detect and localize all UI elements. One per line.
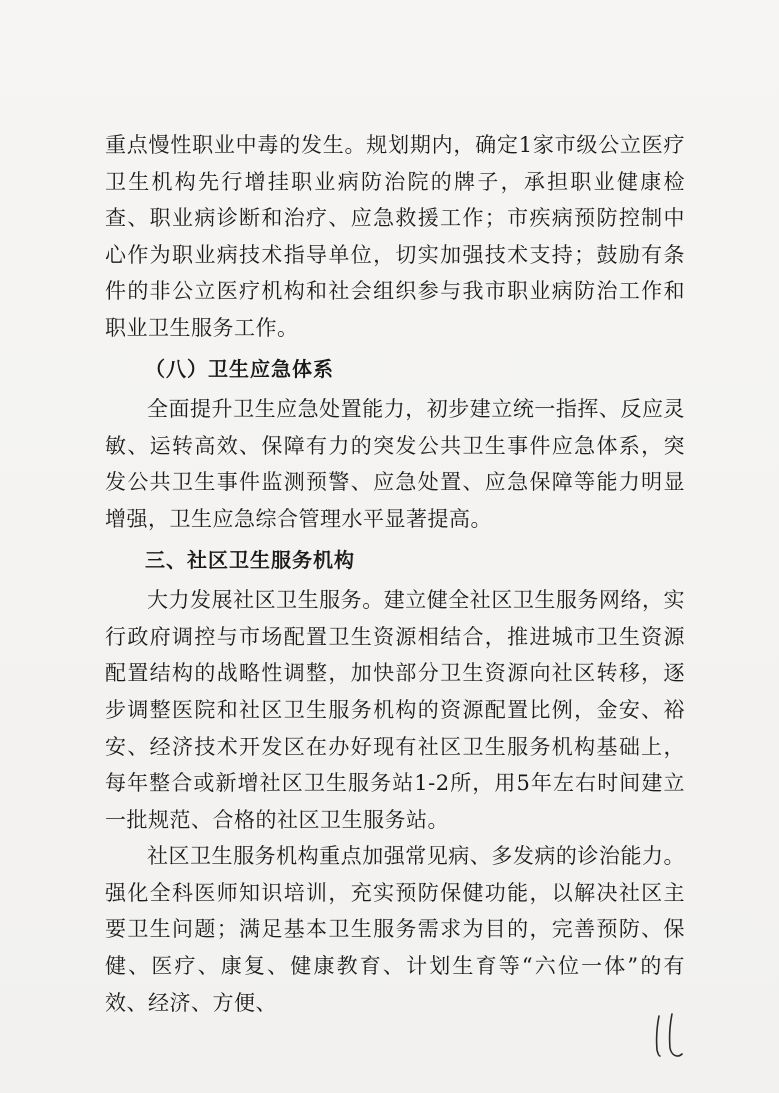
handwritten-page-number	[651, 1012, 685, 1058]
paragraph-community-development: 大力发展社区卫生服务。建立健全社区卫生服务网络，实行政府调控与市场配置卫生资源相结合，推进城市卫生资源配置结构的战略性调整，加快部分卫生资源向社区转移，逐步调整医院和社区卫生服务机构的资源配置比例，金安、裕安、经济技术开发区在办好现有社区卫生服务机构基础上，每年整合或新增社区卫生服务站1-2所，用5年左右时间建立一批规范、合格的社区卫生服务站。	[105, 588, 685, 832]
heading-community-health-institutions: 三、社区卫生服务机构	[145, 547, 355, 572]
paragraph-community-capability: 社区卫生服务机构重点加强常见病、多发病的诊治能力。强化全科医师知识培训，充实预防保健功能，以解决社区主要卫生问题；满足基本卫生服务需求为目的，完善预防、保健、医疗、康复、健康教育、计划生育等“六位一体”的有效、经济、方便、	[105, 844, 685, 1015]
heading-health-emergency-system: （八）卫生应急体系	[145, 356, 334, 381]
paragraph-continuation: 重点慢性职业中毒的发生。规划期内，确定1家市级公立医疗卫生机构先行增挂职业病防治院的牌子，承担职业健康检查、职业病诊断和治疗、应急救援工作；市疾病预防控制中心作为职业病技术指导单位，切实加强技术支持；鼓励有条件的非公立医疗机构和社会组织参与我市职业病防治工作和职业卫生服务工作。	[105, 133, 685, 340]
document-body	[105, 127, 685, 1021]
paragraph-health-emergency: 全面提升卫生应急处置能力，初步建立统一指挥、反应灵敏、运转高效、保障有力的突发公共卫生事件应急体系，突发公共卫生事件监测预警、应急处置、应急保障等能力明显增强，卫生应急综合管理水平显著提高。	[105, 397, 685, 531]
